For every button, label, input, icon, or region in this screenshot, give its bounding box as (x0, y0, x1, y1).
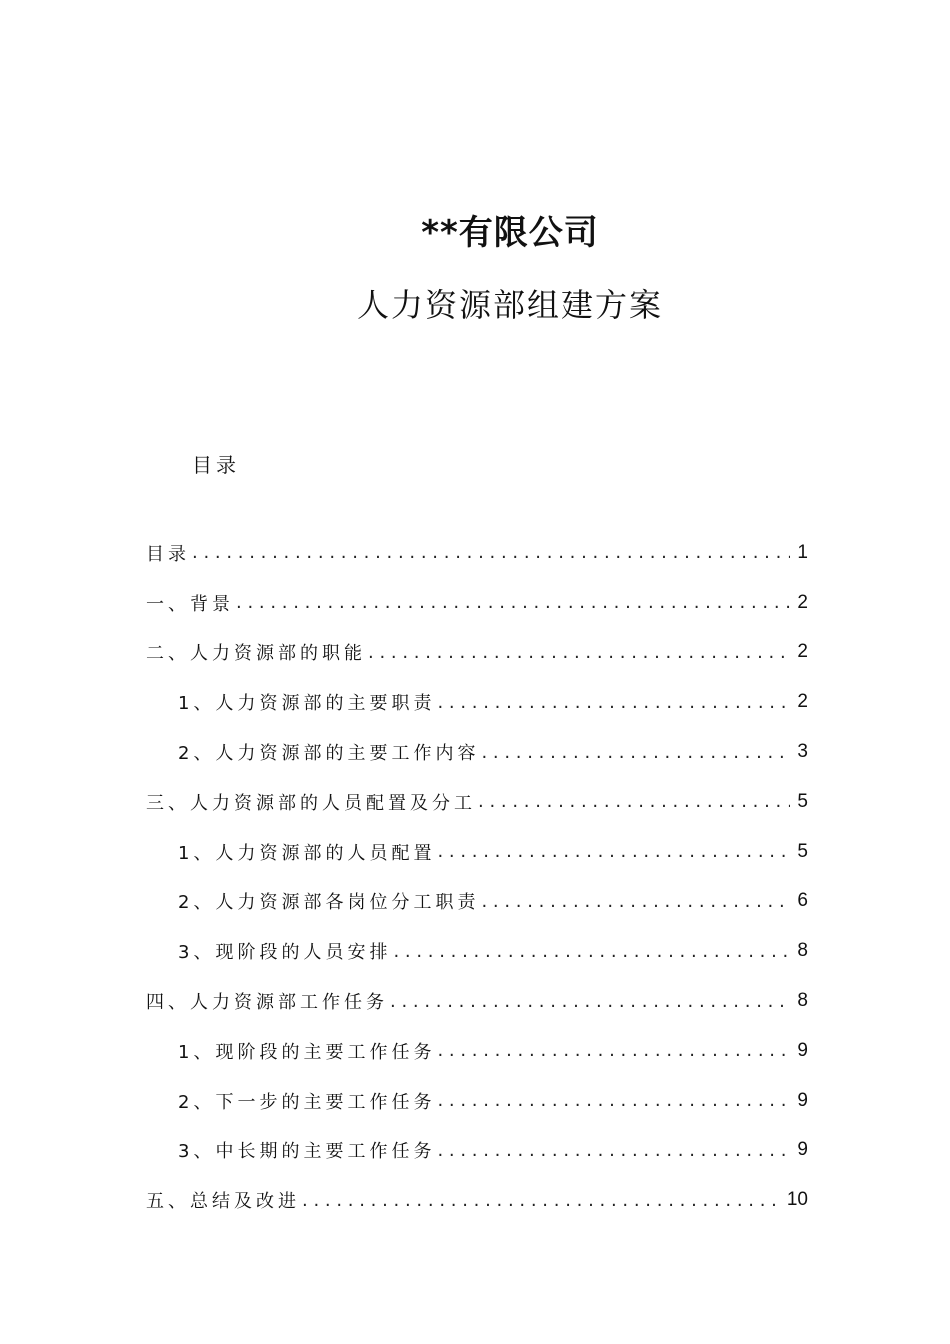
toc-dot-leader (481, 742, 790, 763)
toc-page-number: 2 (797, 591, 808, 613)
toc-dot-leader (390, 991, 790, 1012)
toc-dot-leader (302, 1190, 783, 1211)
toc-dot-leader (192, 542, 790, 563)
toc-entry-label: 二、人力资源部的职能 (146, 643, 366, 665)
toc-entry-label: 1、人力资源部的主要职责 (178, 693, 436, 715)
toc-entry-label: 1、现阶段的主要工作任务 (178, 1041, 436, 1063)
toc-entry-label: 2、人力资源部的主要工作内容 (178, 743, 480, 765)
toc-entry[interactable] (146, 827, 808, 877)
toc-entry[interactable] (146, 877, 808, 927)
toc-entry-label: 3、中长期的主要工作任务 (178, 1141, 436, 1163)
toc-dot-leader (437, 841, 790, 862)
toc-entry-label: 一、背景 (146, 593, 234, 615)
toc-entry[interactable] (146, 628, 808, 678)
toc-page-number: 2 (797, 691, 808, 713)
toc-dot-leader (437, 692, 790, 713)
toc-page-number: 1 (797, 541, 808, 563)
document-title-main: 人力资源部组建方案 (356, 286, 663, 324)
toc-entry-label: 1、人力资源部的人员配置 (178, 842, 436, 864)
table-of-contents (146, 528, 808, 1225)
toc-dot-leader (437, 1090, 790, 1111)
toc-page-number: 5 (797, 790, 808, 812)
toc-entry-label: 四、人力资源部工作任务 (146, 992, 388, 1014)
toc-page-number: 8 (797, 990, 808, 1012)
toc-entry[interactable] (146, 1026, 808, 1076)
toc-page-number: 8 (797, 940, 808, 962)
toc-dot-leader (437, 1040, 790, 1061)
toc-entry-label: 三、人力资源部的人员配置及分工 (146, 792, 476, 814)
toc-page-number: 9 (797, 1089, 808, 1111)
toc-dot-leader (437, 1140, 790, 1161)
toc-heading: 目录 (192, 453, 240, 477)
toc-entry[interactable] (146, 1175, 808, 1225)
toc-entry[interactable] (146, 976, 808, 1026)
toc-entry[interactable] (146, 578, 808, 628)
toc-entry-label: 2、下一步的主要工作任务 (178, 1091, 436, 1113)
toc-page-number: 2 (797, 641, 808, 663)
toc-page-number: 9 (797, 1139, 808, 1161)
toc-entry[interactable] (146, 1076, 808, 1126)
toc-dot-leader (368, 642, 790, 663)
toc-dot-leader (236, 592, 790, 613)
toc-page-number: 3 (797, 741, 808, 763)
toc-entry-label: 2、人力资源部各岗位分工职责 (178, 892, 480, 914)
toc-page-number: 5 (797, 840, 808, 862)
toc-dot-leader (393, 941, 790, 962)
toc-entry-label: 3、现阶段的人员安排 (178, 942, 392, 964)
document-title-company: **有限公司 (421, 213, 599, 253)
toc-entry[interactable] (146, 677, 808, 727)
toc-dot-leader (481, 891, 790, 912)
toc-page-number: 6 (797, 890, 808, 912)
toc-entry[interactable] (146, 777, 808, 827)
toc-page-number: 9 (797, 1039, 808, 1061)
toc-entry[interactable] (146, 727, 808, 777)
toc-entry[interactable] (146, 926, 808, 976)
toc-dot-leader (478, 791, 790, 812)
toc-page-number: 10 (786, 1189, 808, 1211)
toc-entry[interactable] (146, 1126, 808, 1176)
toc-entry[interactable] (146, 528, 808, 578)
toc-entry-label: 五、总结及改进 (146, 1191, 300, 1213)
toc-entry-label: 目录 (146, 543, 190, 565)
